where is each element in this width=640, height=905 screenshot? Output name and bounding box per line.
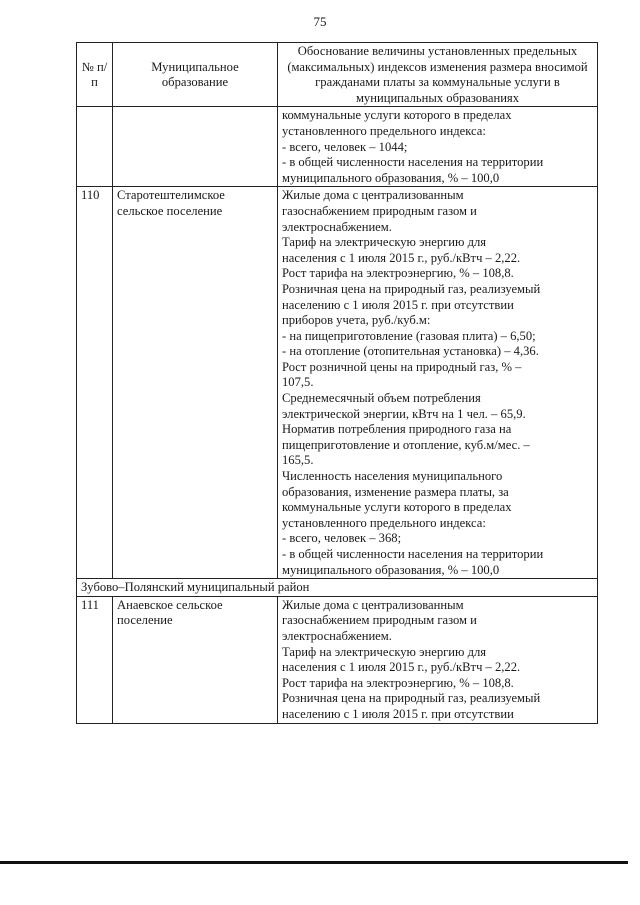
justification-line: Среднемесячный объем потребления xyxy=(282,391,481,406)
row-municipality: Анаевское сельское поселение xyxy=(113,596,278,723)
justification-line: Жилые дома с централизованным xyxy=(282,188,464,203)
justification-line: Жилые дома с централизованным xyxy=(282,597,464,612)
row-municipality xyxy=(113,107,278,187)
bottom-rule xyxy=(0,861,628,864)
table-row xyxy=(77,187,598,579)
row-num: 111 xyxy=(77,596,113,723)
row-municipality: Старотештелимское сельское поселение xyxy=(113,187,278,579)
row-num xyxy=(77,107,113,187)
tariff-table xyxy=(76,42,598,724)
justification-line: населению с 1 июля 2015 г. при отсутствии xyxy=(282,706,514,721)
justification-line: Тариф на электрическую энергию для xyxy=(282,235,487,250)
justification-line: - на отопление (отопительная установка) – 4,36. xyxy=(282,344,539,359)
justification-line: коммунальные услуги которого в пределах xyxy=(282,500,512,515)
justification-line: - всего, человек – 368; xyxy=(282,531,402,546)
justification-line: газоснабжением природным газом и xyxy=(282,613,477,628)
justification-line: электрической энергии, кВтч на 1 чел. – 65,9. xyxy=(282,406,526,421)
justification-line: Рост розничной цены на природный газ, % – xyxy=(282,359,522,374)
section-row xyxy=(77,579,598,597)
justification-line: электроснабжением. xyxy=(282,219,392,234)
justification-line: приборов учета, руб./куб.м: xyxy=(282,313,431,328)
justification-line: образования, изменение размера платы, за xyxy=(282,484,509,499)
justification-line: - на пищеприготовление (газовая плита) – 6,50; xyxy=(282,328,536,343)
justification-line: 165,5. xyxy=(282,453,314,468)
row-justification xyxy=(278,596,598,723)
justification-line: газоснабжением природным газом и xyxy=(282,203,477,218)
justification-line: установленного предельного индекса: xyxy=(282,515,486,530)
row-num: 110 xyxy=(77,187,113,579)
justification-line: Розничная цена на природный газ, реализуемый xyxy=(282,281,541,296)
section-title: Зубово–Полянский муниципальный район xyxy=(77,579,598,597)
header-justification: Обоснование величины установленных предельных (максимальных) индексов изменения размера вносимой гражданами платы за коммунальные услуги в муниципальных образованиях xyxy=(278,43,598,107)
justification-line: населения с 1 июля 2015 г., руб./кВтч – 2,22. xyxy=(282,250,521,265)
justification-line: - в общей численности населения на территории xyxy=(282,155,544,170)
table-body xyxy=(77,107,598,723)
justification-line: Рост тарифа на электроэнергию, % – 108,8. xyxy=(282,266,514,281)
justification-line: Розничная цена на природный газ, реализуемый xyxy=(282,691,541,706)
justification-line: населению с 1 июля 2015 г. при отсутствии xyxy=(282,297,514,312)
justification-line: электроснабжением. xyxy=(282,628,392,643)
row-justification xyxy=(278,107,598,187)
justification-line: Норматив потребления природного газа на xyxy=(282,422,512,437)
justification-line: Численность населения муниципального xyxy=(282,469,503,484)
justification-line: населения с 1 июля 2015 г., руб./кВтч – 2,22. xyxy=(282,660,521,675)
justification-line: коммунальные услуги которого в пределах xyxy=(282,108,512,123)
justification-line: Рост тарифа на электроэнергию, % – 108,8. xyxy=(282,675,514,690)
justification-line: муниципального образования, % – 100,0 xyxy=(282,170,500,185)
table-row xyxy=(77,596,598,723)
justification-line: - в общей численности населения на территории xyxy=(282,547,544,561)
table-row xyxy=(77,107,598,187)
row-justification xyxy=(278,187,598,579)
justification-line: Тариф на электрическую энергию для xyxy=(282,644,487,659)
justification-line: установленного предельного индекса: xyxy=(282,123,486,138)
page-number: 75 xyxy=(313,14,327,29)
justification-line: пищеприготовление и отопление, куб.м/мес. – xyxy=(282,437,530,452)
header-municipality: Муниципальное образование xyxy=(113,43,278,107)
header-num: № п/п xyxy=(77,43,113,107)
justification-line: муниципального образования, % – 100,0 xyxy=(282,562,500,577)
table-header-row xyxy=(77,43,598,107)
justification-line: - всего, человек – 1044; xyxy=(282,139,408,154)
justification-line: 107,5. xyxy=(282,375,314,390)
